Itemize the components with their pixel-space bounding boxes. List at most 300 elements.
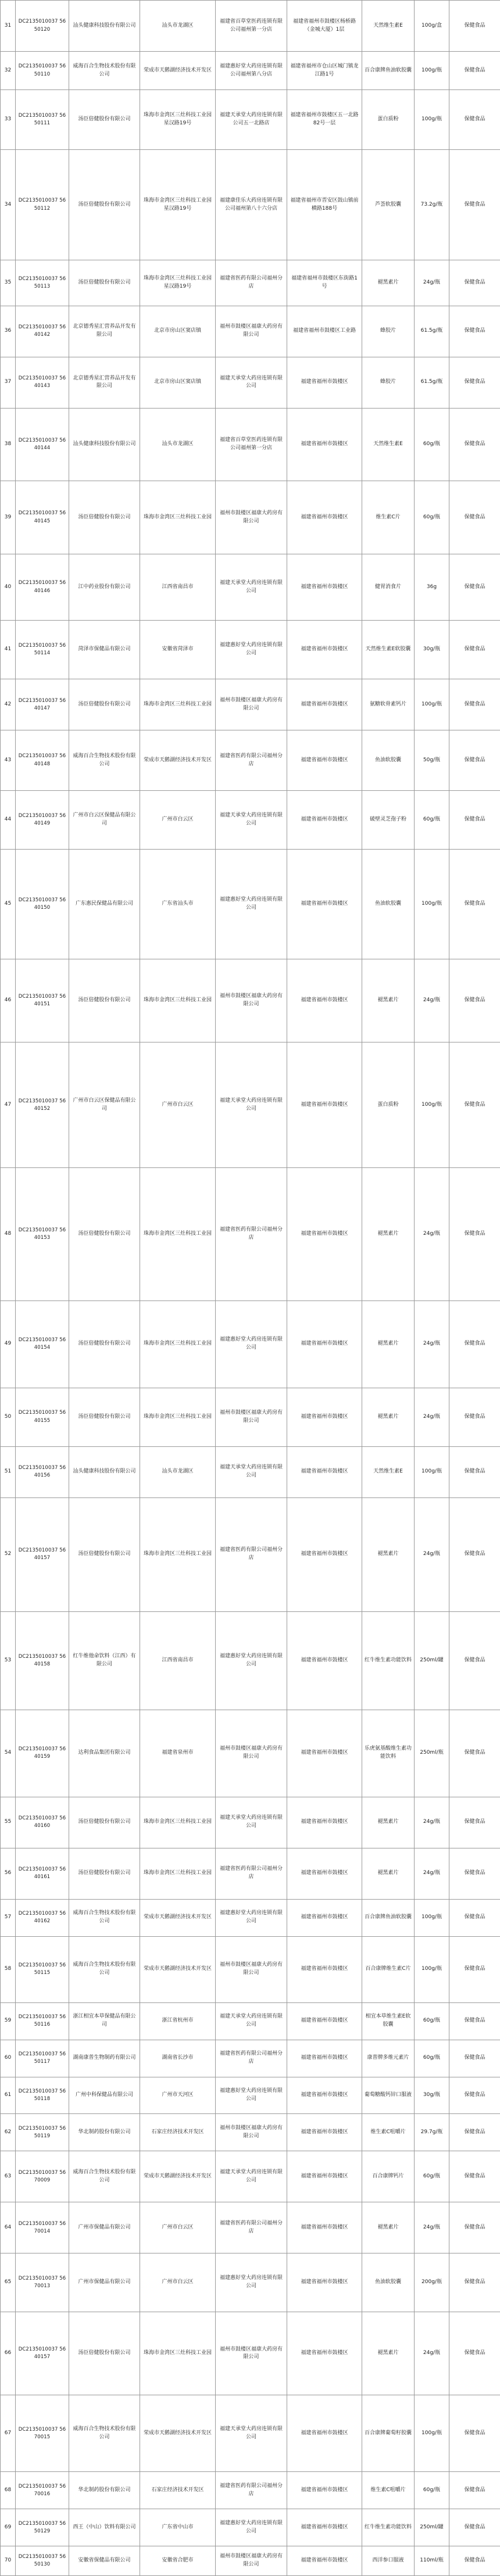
spec-cell: 24g/瓶 xyxy=(415,959,449,1042)
sample-code-cell: DC2135010037 5640146 xyxy=(16,554,69,620)
table-row xyxy=(1,2002,500,2040)
serial-cell: 35 xyxy=(1,260,16,306)
product-name-cell: 维生素C片 xyxy=(362,481,415,554)
seller-address-cell: 福建省福州市鼓楼区 xyxy=(287,790,362,849)
sample-code-cell: DC2135010037 5650110 xyxy=(16,52,69,90)
producer-name-cell: 华北制药股份有限公司 xyxy=(69,2472,140,2509)
sample-code-cell: DC2135010037 5670014 xyxy=(16,2202,69,2253)
product-name-cell: 天然维生素E xyxy=(362,408,415,481)
producer-name-cell: 汕头健康科技股份有限公司 xyxy=(69,1,140,52)
seller-name-cell: 福建天承堂大药房连锁有限公司 xyxy=(216,357,287,408)
seller-name-cell: 福州市鼓楼区福康大药房有限公司 xyxy=(216,679,287,730)
sample-code-cell: DC2135010037 5650114 xyxy=(16,621,69,679)
category-cell: 保健食品 xyxy=(449,2114,500,2151)
sample-code-cell: DC2135010037 5640144 xyxy=(16,408,69,481)
product-name-cell: 蛋白质粉 xyxy=(362,90,415,150)
category-cell: 保健食品 xyxy=(449,1042,500,1168)
producer-address-cell: 珠海市金湾区三灶科技工业园 xyxy=(140,2312,216,2395)
serial-cell: 69 xyxy=(1,2509,16,2546)
table-row xyxy=(1,2509,500,2546)
producer-address-cell: 石家庄经济技术开发区 xyxy=(140,2472,216,2509)
category-cell: 保健食品 xyxy=(449,357,500,408)
sample-code-cell: DC2135010037 5650116 xyxy=(16,2002,69,2040)
seller-name-cell: 福建惠好堂大药房连锁有限公司 xyxy=(216,2077,287,2114)
producer-name-cell: 湖南康普生物制药有限公司 xyxy=(69,2040,140,2077)
table-row xyxy=(1,621,500,679)
table-row xyxy=(1,2040,500,2077)
seller-name-cell: 福建惠好堂大药房连锁有限公司 xyxy=(216,1611,287,1710)
seller-name-cell: 福建惠好堂大药房连锁有限公司 xyxy=(216,850,287,959)
seller-address-cell: 福建省福州市鼓楼区 xyxy=(287,1168,362,1301)
table-row xyxy=(1,2472,500,2509)
serial-cell: 58 xyxy=(1,1936,16,2002)
spec-cell: 200g/瓶 xyxy=(415,2253,449,2312)
spec-cell: 60g/瓶 xyxy=(415,408,449,481)
table-row xyxy=(1,554,500,620)
serial-cell: 70 xyxy=(1,2546,16,2576)
producer-address-cell: 安徽省合肥市 xyxy=(140,2546,216,2576)
producer-name-cell: 广州市白云区保健品有限公司 xyxy=(69,790,140,849)
spec-cell: 60g/瓶 xyxy=(415,2151,449,2202)
seller-name-cell: 福建省医药有限公司福州分店 xyxy=(216,1497,287,1611)
seller-address-cell: 福建省福州市鼓楼区 xyxy=(287,1611,362,1710)
seller-name-cell: 福州市鼓楼区福康大药房有限公司 xyxy=(216,2546,287,2576)
table-row xyxy=(1,408,500,481)
sample-code-cell: DC2135010037 5640153 xyxy=(16,1168,69,1301)
product-name-cell: 天然维生素E xyxy=(362,1,415,52)
serial-cell: 43 xyxy=(1,730,16,790)
seller-name-cell: 福建省医药有限公司福州分店 xyxy=(216,260,287,306)
spec-cell: 24g/瓶 xyxy=(415,2202,449,2253)
seller-address-cell: 福建省福州市鼓楼区 xyxy=(287,1797,362,1848)
spec-cell: 250ml/罐 xyxy=(415,1611,449,1710)
table-row xyxy=(1,2202,500,2253)
category-cell: 保健食品 xyxy=(449,52,500,90)
producer-address-cell: 北京市房山区窦店镇 xyxy=(140,306,216,357)
seller-name-cell: 福州市鼓楼区福康大药房有限公司 xyxy=(216,959,287,1042)
producer-address-cell: 珠海市金湾区三灶科技工业园 xyxy=(140,1168,216,1301)
spec-cell: 61.5g/瓶 xyxy=(415,357,449,408)
category-cell: 保健食品 xyxy=(449,554,500,620)
seller-address-cell: 福建省福州市鼓楼区工业路 xyxy=(287,306,362,357)
producer-address-cell: 珠海市金湾区三灶科技工业园 xyxy=(140,1848,216,1899)
producer-address-cell: 江西省南昌市 xyxy=(140,1611,216,1710)
producer-address-cell: 广州市白云区 xyxy=(140,790,216,849)
seller-address-cell: 福建省福州市鼓楼区 xyxy=(287,850,362,959)
category-cell: 保健食品 xyxy=(449,1446,500,1497)
product-name-cell: 百合康牌葡萄籽胶囊 xyxy=(362,2395,415,2472)
seller-name-cell: 福建省百草堂医药连锁有限公司福州第一分店 xyxy=(216,408,287,481)
serial-cell: 41 xyxy=(1,621,16,679)
product-name-cell: 百合康牌鱼油软胶囊 xyxy=(362,52,415,90)
table-row xyxy=(1,150,500,260)
table-row xyxy=(1,1611,500,1710)
product-name-cell: 维生素C咀嚼片 xyxy=(362,2472,415,2509)
seller-address-cell: 福建省福州市鼓楼区 xyxy=(287,2114,362,2151)
serial-cell: 64 xyxy=(1,2202,16,2253)
producer-name-cell: 威海百合生物技术股份有限公司 xyxy=(69,2395,140,2472)
table-row xyxy=(1,90,500,150)
product-name-cell: 百合康牌鱼油软胶囊 xyxy=(362,1899,415,1936)
serial-cell: 39 xyxy=(1,481,16,554)
seller-name-cell: 福州市鼓楼区福康大药房有限公司 xyxy=(216,481,287,554)
sample-code-cell: DC2135010037 5670015 xyxy=(16,2395,69,2472)
table-row xyxy=(1,481,500,554)
category-cell: 保健食品 xyxy=(449,2002,500,2040)
seller-address-cell: 福建省福州市鼓楼区 xyxy=(287,1497,362,1611)
table-row xyxy=(1,1848,500,1899)
sample-code-cell: DC2135010037 5640149 xyxy=(16,790,69,849)
category-cell: 保健食品 xyxy=(449,90,500,150)
sample-code-cell: DC2135010037 5640151 xyxy=(16,959,69,1042)
category-cell: 保健食品 xyxy=(449,790,500,849)
producer-name-cell: 广州中科保健品有限公司 xyxy=(69,2077,140,2114)
sample-code-cell: DC2135010037 5650112 xyxy=(16,150,69,260)
producer-name-cell: 汤臣倍健股份有限公司 xyxy=(69,959,140,1042)
table-row xyxy=(1,1446,500,1497)
category-cell: 保健食品 xyxy=(449,1300,500,1388)
serial-cell: 48 xyxy=(1,1168,16,1301)
category-cell: 保健食品 xyxy=(449,2040,500,2077)
category-cell: 保健食品 xyxy=(449,1936,500,2002)
table-row xyxy=(1,959,500,1042)
category-cell: 保健食品 xyxy=(449,1899,500,1936)
spec-cell: 30g/瓶 xyxy=(415,2077,449,2114)
serial-cell: 49 xyxy=(1,1300,16,1388)
seller-address-cell: 福建省福州市鼓楼区 xyxy=(287,1848,362,1899)
spec-cell: 100g/瓶 xyxy=(415,1899,449,1936)
sample-code-cell: DC2135010037 5640160 xyxy=(16,1797,69,1848)
serial-cell: 55 xyxy=(1,1797,16,1848)
producer-address-cell: 珠海市金湾区三灶科技工业园星汉路19号 xyxy=(140,150,216,260)
producer-name-cell: 广州市白云区保健品有限公司 xyxy=(69,1042,140,1168)
seller-name-cell: 福建天承堂大药房连锁有限公司 xyxy=(216,2002,287,2040)
seller-name-cell: 福建天承堂大药房连锁有限公司 xyxy=(216,790,287,849)
sample-code-cell: DC2135010037 5650130 xyxy=(16,2546,69,2576)
category-cell: 保健食品 xyxy=(449,1611,500,1710)
seller-name-cell: 福建天承堂大药房连锁有限公司 xyxy=(216,1446,287,1497)
spec-cell: 29.7g/瓶 xyxy=(415,2114,449,2151)
producer-name-cell: 威海百合生物技术股份有限公司 xyxy=(69,730,140,790)
producer-name-cell: 汤臣倍健股份有限公司 xyxy=(69,1497,140,1611)
seller-address-cell: 福建省福州市鼓楼区 xyxy=(287,2312,362,2395)
sample-code-cell: DC2135010037 5670009 xyxy=(16,2151,69,2202)
category-cell: 保健食品 xyxy=(449,2509,500,2546)
table-row xyxy=(1,1936,500,2002)
product-name-cell: 蜂胶片 xyxy=(362,306,415,357)
category-cell: 保健食品 xyxy=(449,2395,500,2472)
spec-cell: 250ml/罐 xyxy=(415,2509,449,2546)
producer-address-cell: 荣成市天鹅湖经济技术开发区 xyxy=(140,1899,216,1936)
producer-address-cell: 广州市白云区 xyxy=(140,2202,216,2253)
spec-cell: 24g/瓶 xyxy=(415,2312,449,2395)
spec-cell: 100g/瓶 xyxy=(415,90,449,150)
seller-address-cell: 福建省福州市鼓楼区 xyxy=(287,2253,362,2312)
serial-cell: 31 xyxy=(1,1,16,52)
serial-cell: 62 xyxy=(1,2114,16,2151)
producer-address-cell: 珠海市金湾区三灶科技工业园 xyxy=(140,679,216,730)
sample-code-cell: DC2135010037 5640152 xyxy=(16,1042,69,1168)
sample-code-cell: DC2135010037 5640161 xyxy=(16,1848,69,1899)
serial-cell: 40 xyxy=(1,554,16,620)
producer-address-cell: 荣成市天鹅湖经济技术开发区 xyxy=(140,730,216,790)
sample-code-cell: DC2135010037 5640148 xyxy=(16,730,69,790)
spec-cell: 100g/瓶 xyxy=(415,850,449,959)
spec-cell: 50g/瓶 xyxy=(415,730,449,790)
producer-name-cell: 汤臣倍健股份有限公司 xyxy=(69,1797,140,1848)
sample-code-cell: DC2135010037 5640143 xyxy=(16,357,69,408)
spec-cell: 110ml/瓶 xyxy=(415,2546,449,2576)
table-row xyxy=(1,2077,500,2114)
producer-name-cell: 广州市保健品有限公司 xyxy=(69,2253,140,2312)
product-name-cell: 氨糖软骨素钙片 xyxy=(362,679,415,730)
spec-cell: 100g/瓶 xyxy=(415,1446,449,1497)
producer-address-cell: 广州市天河区 xyxy=(140,2077,216,2114)
producer-name-cell: 汕头健康科技股份有限公司 xyxy=(69,1446,140,1497)
seller-name-cell: 福建省医药有限公司福州分店 xyxy=(216,2472,287,2509)
producer-name-cell: 汤臣倍健股份有限公司 xyxy=(69,260,140,306)
sample-code-cell: DC2135010037 5640155 xyxy=(16,1388,69,1446)
category-cell: 保健食品 xyxy=(449,1848,500,1899)
seller-name-cell: 福建省百草堂医药连锁有限公司福州第一分店 xyxy=(216,1,287,52)
product-name-cell: 褪黑素片 xyxy=(362,1848,415,1899)
serial-cell: 68 xyxy=(1,2472,16,2509)
category-cell: 保健食品 xyxy=(449,730,500,790)
table-row xyxy=(1,1899,500,1936)
producer-address-cell: 北京市房山区窦店镇 xyxy=(140,357,216,408)
product-name-cell: 鱼油软胶囊 xyxy=(362,850,415,959)
producer-name-cell: 北京德秀星汇营养品开发有限公司 xyxy=(69,357,140,408)
sample-code-cell: DC2135010037 5650115 xyxy=(16,1936,69,2002)
serial-cell: 57 xyxy=(1,1899,16,1936)
sample-code-cell: DC2135010037 5640157 xyxy=(16,2312,69,2395)
producer-address-cell: 湖南省长沙市 xyxy=(140,2040,216,2077)
category-cell: 保健食品 xyxy=(449,1710,500,1797)
product-name-cell: 芦荟软胶囊 xyxy=(362,150,415,260)
seller-name-cell: 福州市鼓楼区福康大药房有限公司 xyxy=(216,306,287,357)
sample-code-cell: DC2135010037 5650119 xyxy=(16,2114,69,2151)
seller-address-cell: 福建省福州市鼓楼区 xyxy=(287,679,362,730)
seller-address-cell: 福建省福州市鼓楼区 xyxy=(287,1300,362,1388)
seller-name-cell: 福建天承堂大药房连锁有限公司 xyxy=(216,2395,287,2472)
seller-name-cell: 福建省医药有限公司福州分店 xyxy=(216,2202,287,2253)
seller-address-cell: 福建省福州市鼓楼区 xyxy=(287,1446,362,1497)
spec-cell: 100g/瓶 xyxy=(415,2395,449,2472)
seller-name-cell: 福建天承堂大药房连锁有限公司 xyxy=(216,554,287,620)
product-name-cell: 葡萄糖酸钙锌口服液 xyxy=(362,2077,415,2114)
category-cell: 保健食品 xyxy=(449,2312,500,2395)
spec-cell: 60g/瓶 xyxy=(415,481,449,554)
producer-address-cell: 广东省汕头市 xyxy=(140,850,216,959)
table-row xyxy=(1,1,500,52)
producer-address-cell: 珠海市金湾区三灶科技工业园星汉路19号 xyxy=(140,90,216,150)
spec-cell: 73.2g/瓶 xyxy=(415,150,449,260)
product-name-cell: 褪黑素片 xyxy=(362,1497,415,1611)
sample-code-cell: DC2135010037 5650120 xyxy=(16,1,69,52)
category-cell: 保健食品 xyxy=(449,2202,500,2253)
seller-name-cell: 福建省医药有限公司福州分店 xyxy=(216,1168,287,1301)
producer-address-cell: 珠海市金湾区三灶科技工业园 xyxy=(140,959,216,1042)
producer-name-cell: 广州市保健品有限公司 xyxy=(69,2202,140,2253)
sample-code-cell: DC2135010037 5640150 xyxy=(16,850,69,959)
spec-cell: 60g/瓶 xyxy=(415,2002,449,2040)
category-cell: 保健食品 xyxy=(449,850,500,959)
product-name-cell: 褪黑素片 xyxy=(362,260,415,306)
spec-cell: 24g/瓶 xyxy=(415,1497,449,1611)
spec-cell: 24g/瓶 xyxy=(415,1168,449,1301)
seller-name-cell: 福州市鼓楼区福康大药房有限公司 xyxy=(216,1936,287,2002)
producer-address-cell: 珠海市金湾区三灶科技工业园星汉路19号 xyxy=(140,260,216,306)
producer-address-cell: 珠海市金湾区三灶科技工业园 xyxy=(140,1388,216,1446)
producer-name-cell: 北京德秀星汇营养品开发有限公司 xyxy=(69,306,140,357)
product-name-cell: 百合康牌钙片 xyxy=(362,2151,415,2202)
seller-address-cell: 福建省福州市鼓楼区 xyxy=(287,408,362,481)
serial-cell: 32 xyxy=(1,52,16,90)
sample-code-cell: DC2135010037 5650129 xyxy=(16,2509,69,2546)
seller-name-cell: 福建康佳乐大药房连锁有限公司福州第八十六分店 xyxy=(216,150,287,260)
seller-name-cell: 福建天承堂大药房连锁有限公司 xyxy=(216,1042,287,1168)
producer-name-cell: 威海百合生物技术股份有限公司 xyxy=(69,52,140,90)
spec-cell: 60g/瓶 xyxy=(415,790,449,849)
spec-cell: 100g/瓶 xyxy=(415,52,449,90)
sample-code-cell: DC2135010037 5670013 xyxy=(16,2253,69,2312)
spec-cell: 24g/瓶 xyxy=(415,1388,449,1446)
producer-name-cell: 浙江相宜本草保健品有限公司 xyxy=(69,2002,140,2040)
producer-address-cell: 汕头市龙湖区 xyxy=(140,1446,216,1497)
sample-code-cell: DC2135010037 5640157 xyxy=(16,1497,69,1611)
sample-code-cell: DC2135010037 5640158 xyxy=(16,1611,69,1710)
table-row xyxy=(1,1710,500,1797)
seller-name-cell: 福州市鼓楼区福康大药房有限公司 xyxy=(216,1388,287,1446)
table-row xyxy=(1,1042,500,1168)
sample-code-cell: DC2135010037 5640147 xyxy=(16,679,69,730)
product-name-cell: 维生素C咀嚼片 xyxy=(362,2114,415,2151)
category-cell: 保健食品 xyxy=(449,1,500,52)
serial-cell: 44 xyxy=(1,790,16,849)
category-cell: 保健食品 xyxy=(449,679,500,730)
table-row xyxy=(1,2546,500,2576)
serial-cell: 38 xyxy=(1,408,16,481)
seller-address-cell: 福建省福州市鼓楼区东街路1号 xyxy=(287,260,362,306)
seller-address-cell: 福建省福州市鼓楼区 xyxy=(287,2002,362,2040)
category-cell: 保健食品 xyxy=(449,260,500,306)
table-row xyxy=(1,2151,500,2202)
product-name-cell: 蜂胶片 xyxy=(362,357,415,408)
producer-name-cell: 威海百合生物技术股份有限公司 xyxy=(69,2151,140,2202)
spec-cell: 100g/瓶 xyxy=(415,679,449,730)
table-row xyxy=(1,357,500,408)
producer-name-cell: 菏泽市保健品有限公司 xyxy=(69,621,140,679)
spec-cell: 100g/瓶 xyxy=(415,1042,449,1168)
sample-code-cell: DC2135010037 5640156 xyxy=(16,1446,69,1497)
producer-address-cell: 石家庄经济技术开发区 xyxy=(140,2114,216,2151)
serial-cell: 33 xyxy=(1,90,16,150)
product-name-cell: 褪黑素片 xyxy=(362,2312,415,2395)
seller-name-cell: 福建惠好堂大药房连锁有限公司 xyxy=(216,1899,287,1936)
product-name-cell: 康普牌多维元素片 xyxy=(362,2040,415,2077)
spec-cell: 24g/瓶 xyxy=(415,1300,449,1388)
producer-address-cell: 广州市白云区 xyxy=(140,2253,216,2312)
spec-cell: 100g/盒 xyxy=(415,1,449,52)
product-name-cell: 褪黑素片 xyxy=(362,1797,415,1848)
producer-name-cell: 汕头健康科技股份有限公司 xyxy=(69,408,140,481)
serial-cell: 61 xyxy=(1,2077,16,2114)
producer-address-cell: 珠海市金湾区三灶科技工业园 xyxy=(140,1497,216,1611)
producer-name-cell: 汤臣倍健股份有限公司 xyxy=(69,679,140,730)
product-name-cell: 蛋白质粉 xyxy=(362,1042,415,1168)
producer-name-cell: 安徽省保健品有限公司 xyxy=(69,2546,140,2576)
product-name-cell: 红牛维生素功能饮料 xyxy=(362,1611,415,1710)
seller-name-cell: 福州市鼓楼区福康大药房有限公司 xyxy=(216,2114,287,2151)
serial-cell: 47 xyxy=(1,1042,16,1168)
seller-address-cell: 福建省福州市鼓楼区 xyxy=(287,621,362,679)
seller-name-cell: 福建天承堂大药房连锁有限公司五一北路店 xyxy=(216,90,287,150)
producer-address-cell: 珠海市金湾区三灶科技工业园 xyxy=(140,1797,216,1848)
producer-address-cell: 荣成市天鹅湖经济技术开发区 xyxy=(140,2151,216,2202)
spec-cell: 250ml/瓶 xyxy=(415,1710,449,1797)
producer-address-cell: 汕头市龙湖区 xyxy=(140,1,216,52)
producer-address-cell: 珠海市金湾区三灶科技工业园 xyxy=(140,481,216,554)
product-name-cell: 西洋参口服液 xyxy=(362,2546,415,2576)
producer-name-cell: 汤臣倍健股份有限公司 xyxy=(69,1168,140,1301)
producer-address-cell: 荣成市天鹅湖经济技术开发区 xyxy=(140,52,216,90)
category-cell: 保健食品 xyxy=(449,1168,500,1301)
producer-name-cell: 汤臣倍健股份有限公司 xyxy=(69,481,140,554)
serial-cell: 65 xyxy=(1,2253,16,2312)
spec-cell: 100g/瓶 xyxy=(415,1936,449,2002)
category-cell: 保健食品 xyxy=(449,2151,500,2202)
table-row xyxy=(1,679,500,730)
seller-address-cell: 福建省福州市鼓楼区 xyxy=(287,2077,362,2114)
table-row xyxy=(1,2312,500,2395)
producer-name-cell: 华北制药股份有限公司 xyxy=(69,2114,140,2151)
sample-code-cell: DC2135010037 5640142 xyxy=(16,306,69,357)
product-name-cell: 鱼油软胶囊 xyxy=(362,2253,415,2312)
category-cell: 保健食品 xyxy=(449,1797,500,1848)
table-row xyxy=(1,1300,500,1388)
table-row xyxy=(1,730,500,790)
producer-address-cell: 荣成市天鹅湖经济技术开发区 xyxy=(140,1936,216,2002)
seller-address-cell: 福建省福州市鼓楼区 xyxy=(287,2472,362,2509)
seller-address-cell: 福建省福州市鼓楼区 xyxy=(287,554,362,620)
product-name-cell: 褪黑素片 xyxy=(362,959,415,1042)
sample-code-cell: DC2135010037 5650113 xyxy=(16,260,69,306)
seller-address-cell: 福建省福州市鼓楼区 xyxy=(287,2546,362,2576)
serial-cell: 67 xyxy=(1,2395,16,2472)
seller-address-cell: 福建省福州市鼓楼区 xyxy=(287,1042,362,1168)
seller-name-cell: 福建省医药有限公司福州分店 xyxy=(216,730,287,790)
producer-address-cell: 广东省中山市 xyxy=(140,2509,216,2546)
category-cell: 保健食品 xyxy=(449,959,500,1042)
producer-name-cell: 汤臣倍健股份有限公司 xyxy=(69,1388,140,1446)
spec-cell: 60g/瓶 xyxy=(415,2472,449,2509)
product-name-cell: 褪黑素片 xyxy=(362,2202,415,2253)
producer-name-cell: 威海百合生物技术股份有限公司 xyxy=(69,1936,140,2002)
sample-code-cell: DC2135010037 5650117 xyxy=(16,2040,69,2077)
producer-name-cell: 汤臣倍健股份有限公司 xyxy=(69,2312,140,2395)
serial-cell: 53 xyxy=(1,1611,16,1710)
producer-address-cell: 荣成市天鹅湖经济技术开发区 xyxy=(140,2395,216,2472)
category-cell: 保健食品 xyxy=(449,150,500,260)
seller-address-cell: 福建省福州市鼓楼区 xyxy=(287,481,362,554)
spec-cell: 24g/瓶 xyxy=(415,260,449,306)
producer-address-cell: 汕头市龙湖区 xyxy=(140,408,216,481)
sample-code-cell: DC2135010037 5640162 xyxy=(16,1899,69,1936)
category-cell: 保健食品 xyxy=(449,1497,500,1611)
serial-cell: 45 xyxy=(1,850,16,959)
spec-cell: 60g/瓶 xyxy=(415,2040,449,2077)
seller-name-cell: 福州市鼓楼区福康大药房有限公司 xyxy=(216,2312,287,2395)
